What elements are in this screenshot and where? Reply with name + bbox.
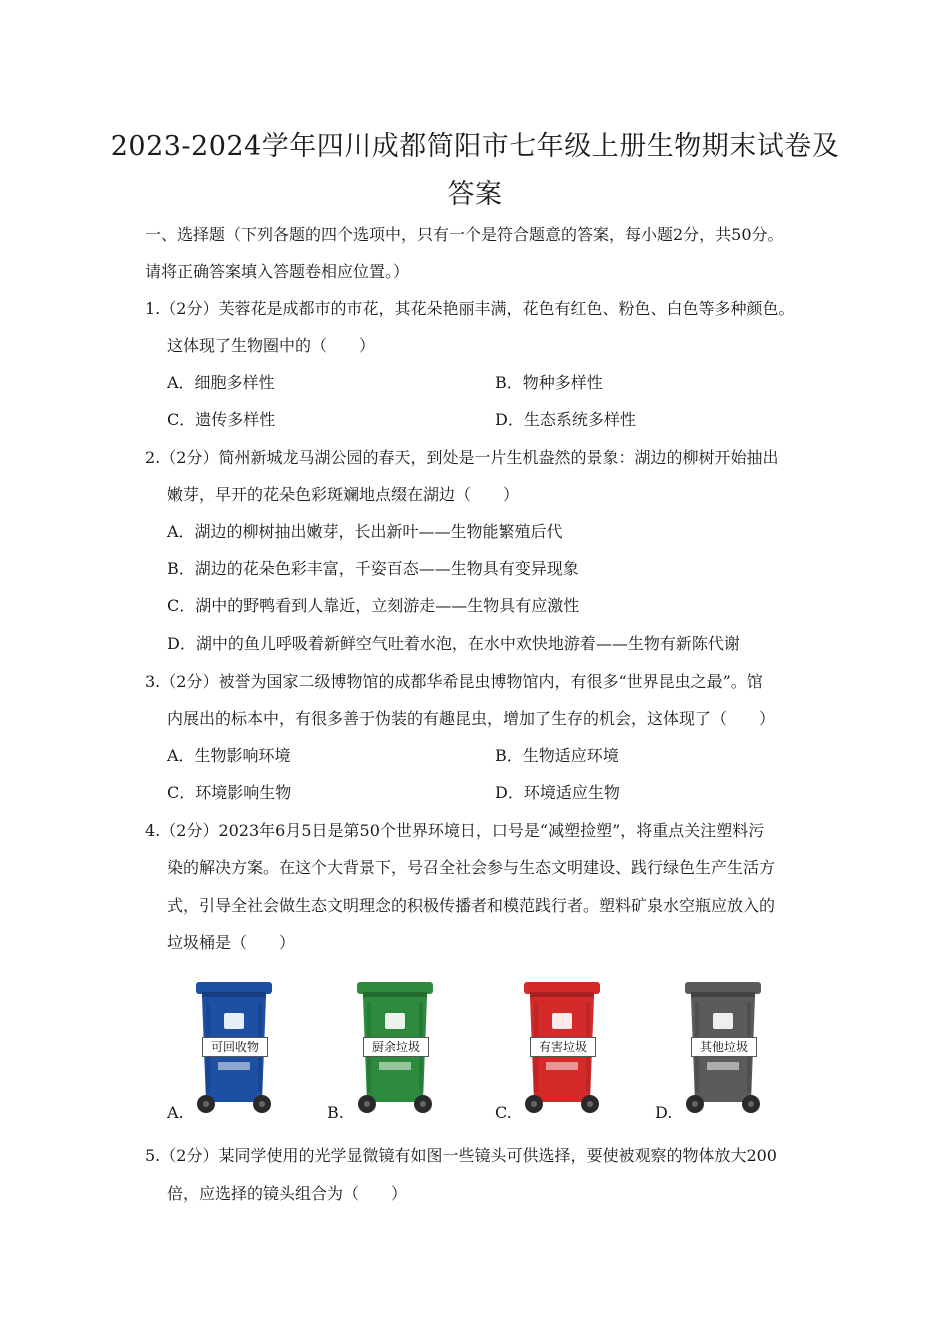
question-1-stem-line-2: 这体现了生物圈中的（ ） <box>167 336 376 355</box>
question-3-stem-line-2: 内展出的标本中，有很多善于伪装的有趣昆虫，增加了生存的机会，这体现了（ ） <box>167 709 776 728</box>
question-2-stem-line-2: 嫩芽，早开的花朵色彩斑斓地点缀在湖边（ ） <box>167 485 520 504</box>
bin-option-letter-d: D. <box>655 1103 673 1122</box>
question-3-option-a: A．生物影响环境 <box>167 746 291 765</box>
question-2-option-c: C．湖中的野鸭看到人靠近，立刻游走——生物具有应激性 <box>167 596 580 615</box>
question-4-stem-line-2: 染的解决方案。在这个大背景下，号召全社会参与生态文明建设、践行绿色生产生活方 <box>167 858 776 877</box>
question-2-option-d: D．湖中的鱼儿呼吸着新鲜空气吐着水泡，在水中欢快地游着——生物有新陈代谢 <box>167 634 740 653</box>
question-2-option-b: B．湖边的花朵色彩丰富，千姿百态——生物具有变异现象 <box>167 559 579 578</box>
waste-bin-label-b: 厨余垃圾 <box>363 1037 429 1057</box>
question-5-stem-line-1: 5.（2分）某同学使用的光学显微镜有如图一些镜头可供选择，要使被观察的物体放大200 <box>145 1146 777 1165</box>
question-4-stem-line-4: 垃圾桶是（ ） <box>167 933 296 952</box>
question-1-option-d: D．生态系统多样性 <box>495 410 636 429</box>
question-3-stem-line-1: 3.（2分）被誉为国家二级博物馆的成都华希昆虫博物馆内，有很多“世界昆虫之最”。馆 <box>145 672 763 691</box>
question-5-stem-line-2: 倍，应选择的镜头组合为（ ） <box>167 1184 408 1203</box>
question-3-option-c: C．环境影响生物 <box>167 783 292 802</box>
waste-bin-label-c: 有害垃圾 <box>530 1037 596 1057</box>
question-1-option-a: A．细胞多样性 <box>167 373 275 392</box>
question-4-stem-line-1: 4.（2分）2023年6月5日是第50个世界环境日，口号是“减塑捡塑”，将重点关注塑料污 <box>145 821 765 840</box>
bin-option-letter-b: B. <box>327 1103 344 1122</box>
section-heading-line-1: 一、选择题（下列各题的四个选项中，只有一个是符合题意的答案，每小题2分，共50分。 <box>145 225 784 244</box>
question-1-stem-line-1: 1.（2分）芙蓉花是成都市的市花，其花朵艳丽丰满，花色有红色、粉色、白色等多种颜色。 <box>145 299 795 318</box>
question-1-option-c: C．遗传多样性 <box>167 410 276 429</box>
question-3-option-b: B．生物适应环境 <box>495 746 619 765</box>
waste-bin-label-a: 可回收物 <box>202 1037 268 1057</box>
document-title-line-2: 答案 <box>447 179 503 210</box>
question-1-option-b: B．物种多样性 <box>495 373 603 392</box>
question-4-stem-line-3: 式，引导全社会做生态文明理念的积极传播者和模范践行者。塑料矿泉水空瓶应放入的 <box>167 896 776 915</box>
section-heading-line-2: 请将正确答案填入答题卷相应位置。） <box>145 262 410 281</box>
document-title-line-1: 2023-2024学年四川成都简阳市七年级上册生物期末试卷及 <box>110 131 840 162</box>
waste-bin-label-d: 其他垃圾 <box>691 1037 757 1057</box>
question-3-option-d: D．环境适应生物 <box>495 783 620 802</box>
bin-option-letter-c: C. <box>495 1103 512 1122</box>
bin-option-letter-a: A. <box>167 1103 184 1122</box>
question-2-option-a: A．湖边的柳树抽出嫩芽，长出新叶——生物能繁殖后代 <box>167 522 563 541</box>
question-2-stem-line-1: 2.（2分）简州新城龙马湖公园的春天，到处是一片生机盎然的景象：湖边的柳树开始抽出 <box>145 448 779 467</box>
